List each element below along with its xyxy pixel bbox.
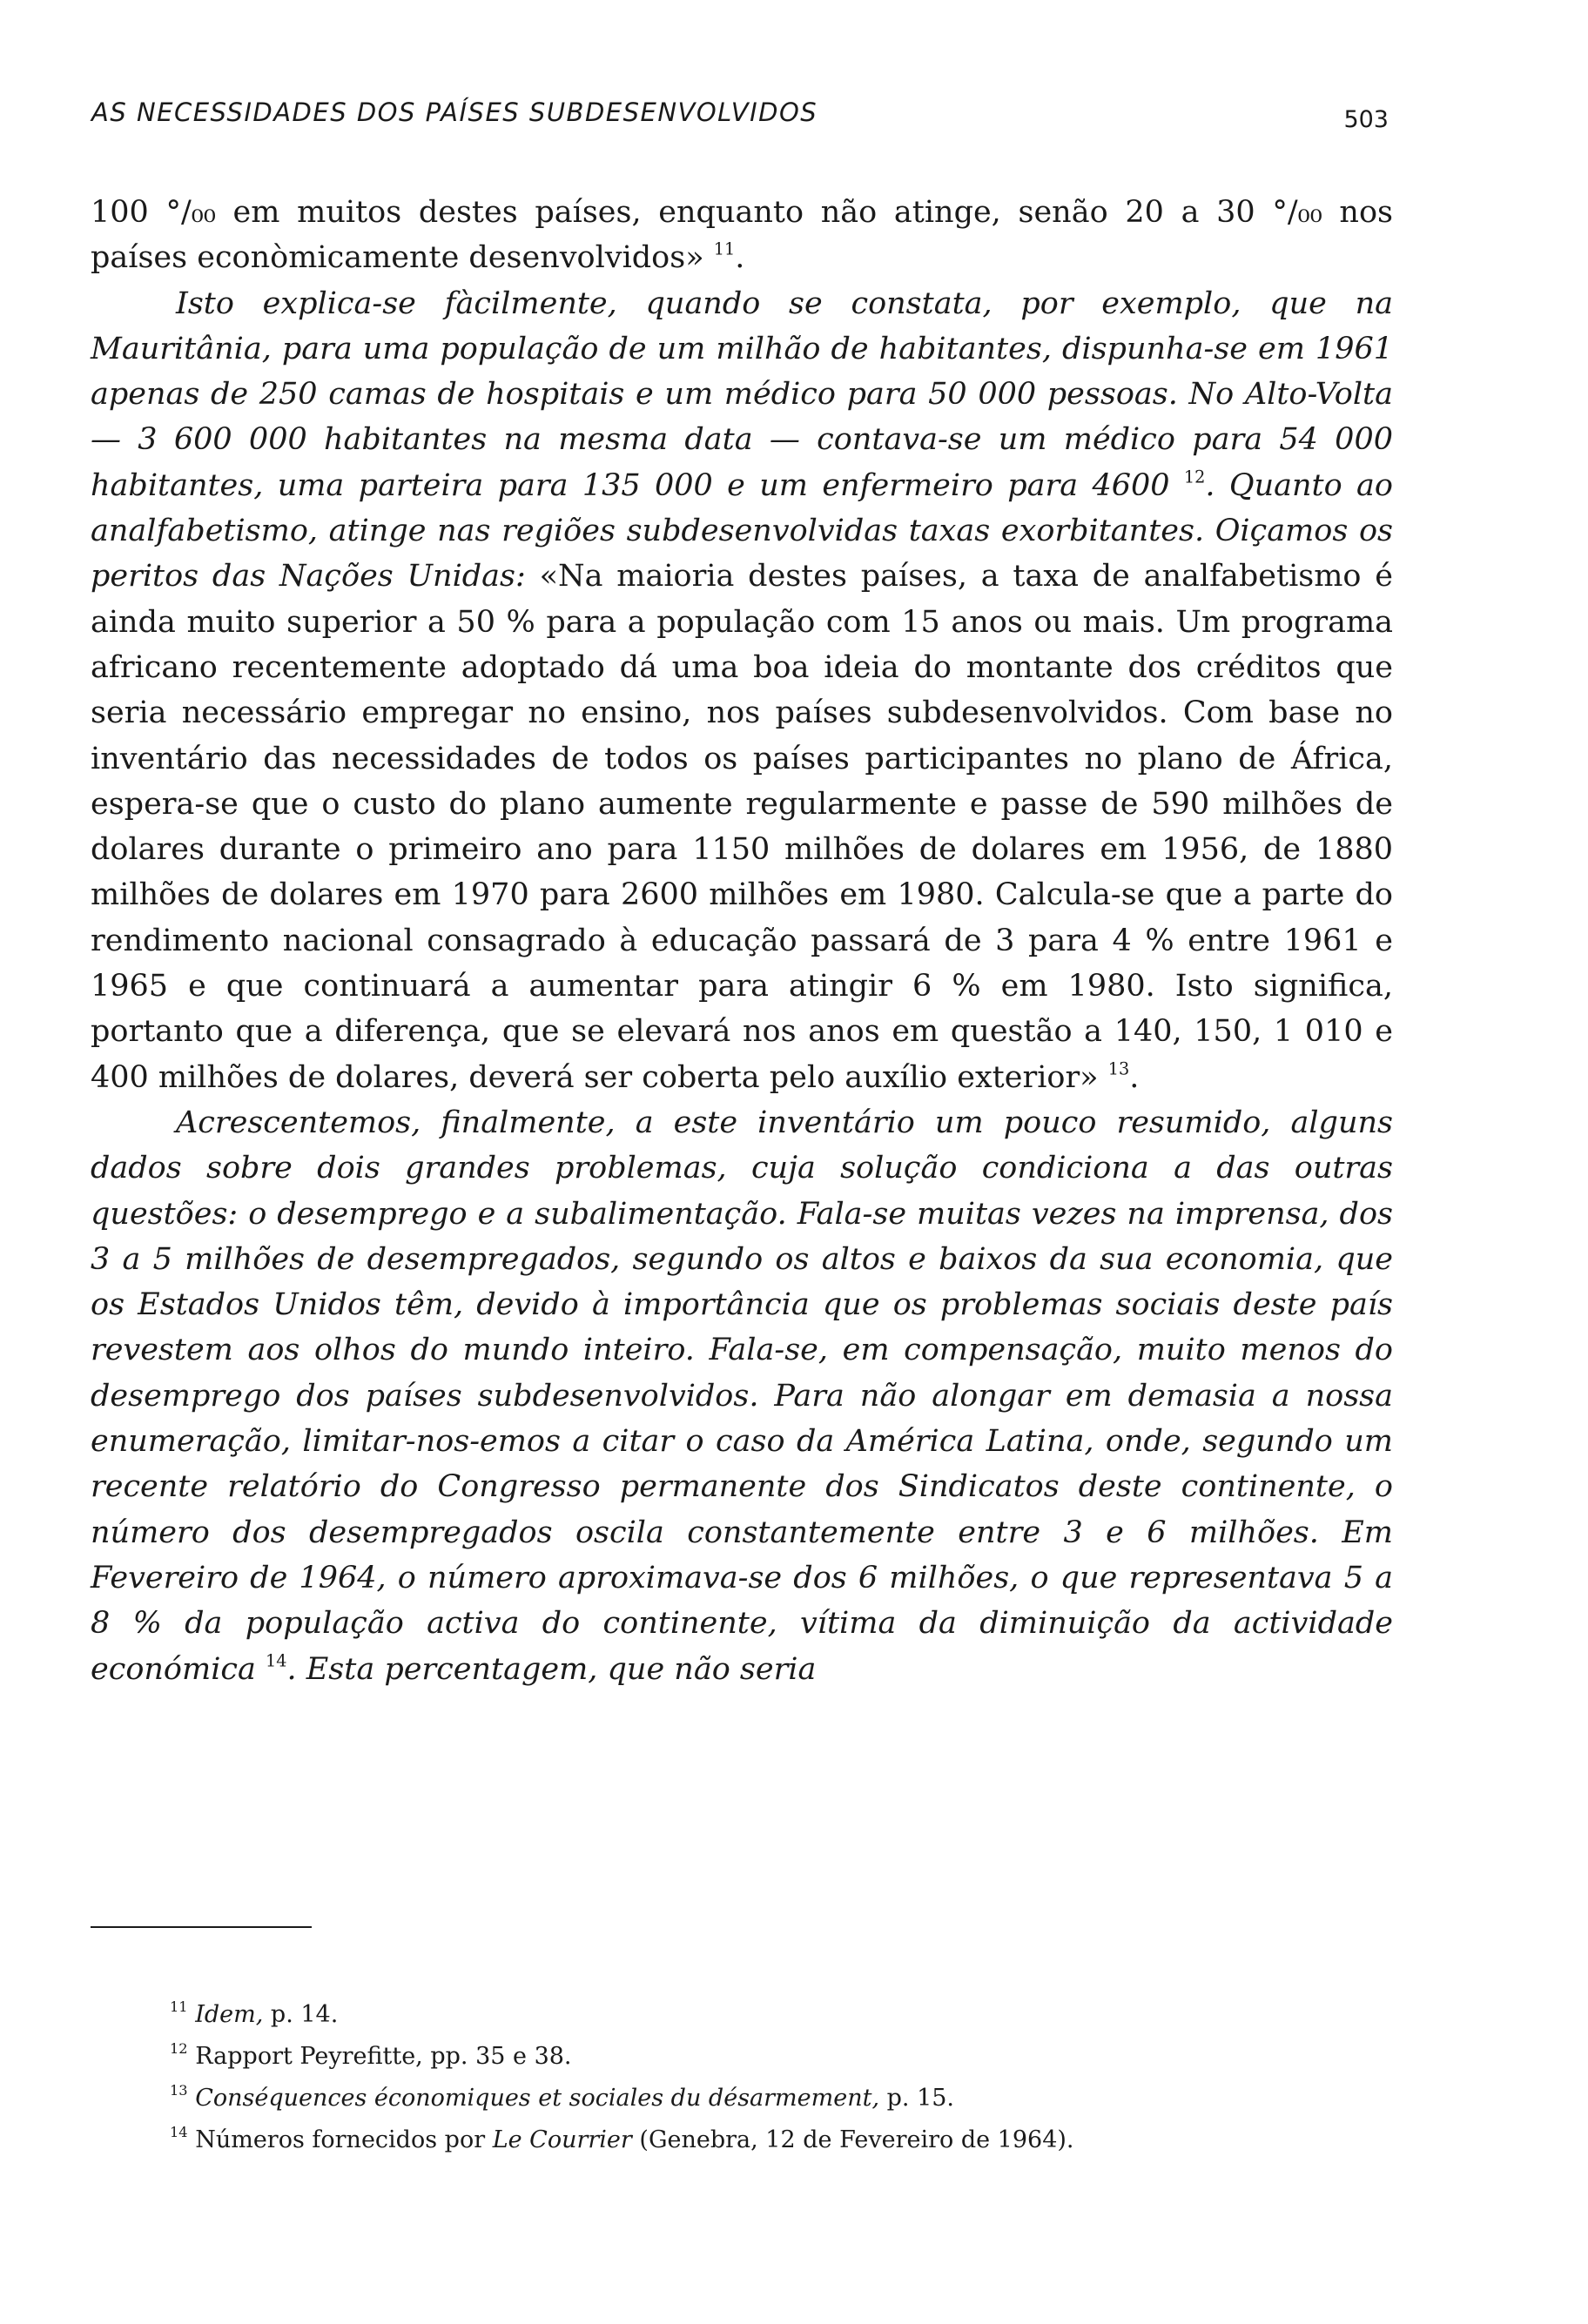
footnote-text: Rapport Peyrefitte, pp. 35 e 38. [195,2043,572,2070]
footnote-ref-14: 14 [266,1650,287,1671]
running-header-title: AS NECESSIDADES DOS PAÍSES SUBDESENVOLVIDOS [91,97,818,127]
footnote-text: p. 15. [879,2085,955,2112]
paragraph-2 [91,281,1393,1100]
footnote-number: 11 [170,1998,188,2015]
paragraph-2-italic-text: Isto explica-se fàcilmente, quando se constata, por exemplo, que na Mauritânia, para uma população de um milhão de habitantes, dispunha-se em 1961 apenas de 250 camas de hospitais e um médico para 50 000 pessoas. No Alto-Volta — 3 600 000 habitantes na mesma data — contava-se um médico para 54 000 habitantes, uma parteira para 135 000 e um enfermeiro para 4600 [91,285,1393,503]
footnote-13 [170,2078,1393,2119]
footnote-text: Números fornecidos por [195,2126,493,2153]
footnote-number: 13 [170,2081,188,2099]
footnote-text: Conséquences économiques et sociales du désarmement, [195,2085,880,2112]
paragraph-2-end: . [1129,1059,1140,1095]
paragraph-1-text: 100 °/₀₀ em muitos destes países, enquanto não atinge, senão 20 a 30 °/₀₀ nos países econòmicamente desenvolvidos» [91,195,1393,276]
paragraph-2-italic-continuation: . Quanto ao analfabetismo, atinge nas regiões subdesenvolvidas taxas exorbitantes. Oiçamos os peritos das Nações Unidas: [91,467,1393,594]
footnote-11 [170,1994,1393,2036]
paragraph-1-end: . [735,240,745,276]
footnote-ref-12: 12 [1183,467,1206,487]
paragraph-1 [91,190,1393,281]
footnote-number: 12 [170,2039,188,2057]
footnote-text: Idem, [195,2001,264,2028]
footnote-text: Le Courrier [492,2126,632,2153]
footnote-ref-11: 11 [713,238,736,259]
paragraph-3-italic-text: Acrescentemos, finalmente, a este inventário um pouco resumido, alguns dados sobre dois grandes problemas, cuja solução condiciona a das outras questões: o desemprego e a subalimentação. Fala-se muitas vezes na imprensa, dos 3 a 5 milhões de desempregados, segundo os altos e baixos da sua economia, que os Estados Unidos têm, devido à importância que os problemas sociais deste país revestem aos olhos do mundo inteiro. Fala-se, em compensação, muito menos do desemprego dos países subdesenvolvidos. Para não alongar em demasia a nossa enumeração, limitar-nos-emos a citar o caso da América Latina, onde, segundo um recente relatório do Congresso permanente dos Sindicatos deste continente, o número dos desempregados oscila constantemente entre 3 e 6 milhões. Em Fevereiro de 1964, o número aproximava-se dos 6 milhões, o que representava 5 a 8 % da população activa do continente, vítima da diminuição da actividade económica [91,1105,1393,1687]
body-text [91,190,1393,1692]
footnote-14 [170,2119,1393,2161]
paragraph-3-italic-end: . Esta percentagem, que não seria [286,1651,817,1687]
paragraph-3 [91,1100,1393,1692]
footnote-separator [91,1926,312,1928]
footnote-text: (Genebra, 12 de Fevereiro de 1964). [631,2126,1074,2153]
footnote-text: p. 14. [263,2001,339,2028]
footnote-12 [170,2036,1393,2078]
footnotes [170,1994,1393,2161]
footnote-ref-13: 13 [1107,1058,1130,1079]
page-number: 503 [1343,106,1389,133]
paragraph-2-quote: «Na maioria destes países, a taxa de analfabetismo é ainda muito superior a 50 % para a população com 15 anos ou mais. Um programa africano recentemente adoptado dá uma boa ideia do montante dos créditos que seria necessário empregar no ensino, nos países subdesenvolvidos. Com base no inventário das necessidades de todos os países participantes no plano de África, espera-se que o custo do plano aumente regularmente e passe de 590 milhões de dolares durante o primeiro ano para 1150 milhões de dolares em 1956, de 1880 milhões de dolares em 1970 para 2600 milhões em 1980. Calcula-se que a parte do rendimento nacional consagrado à educação passará de 3 para 4 % entre 1961 e 1965 e que continuará a aumentar para atingir 6 % em 1980. Isto significa, portanto que a diferença, que se elevará nos anos em questão a 140, 150, 1 010 e 400 milhões de dolares, deverá ser coberta pelo auxílio exterior» [91,559,1393,1095]
footnote-number: 14 [170,2123,188,2140]
